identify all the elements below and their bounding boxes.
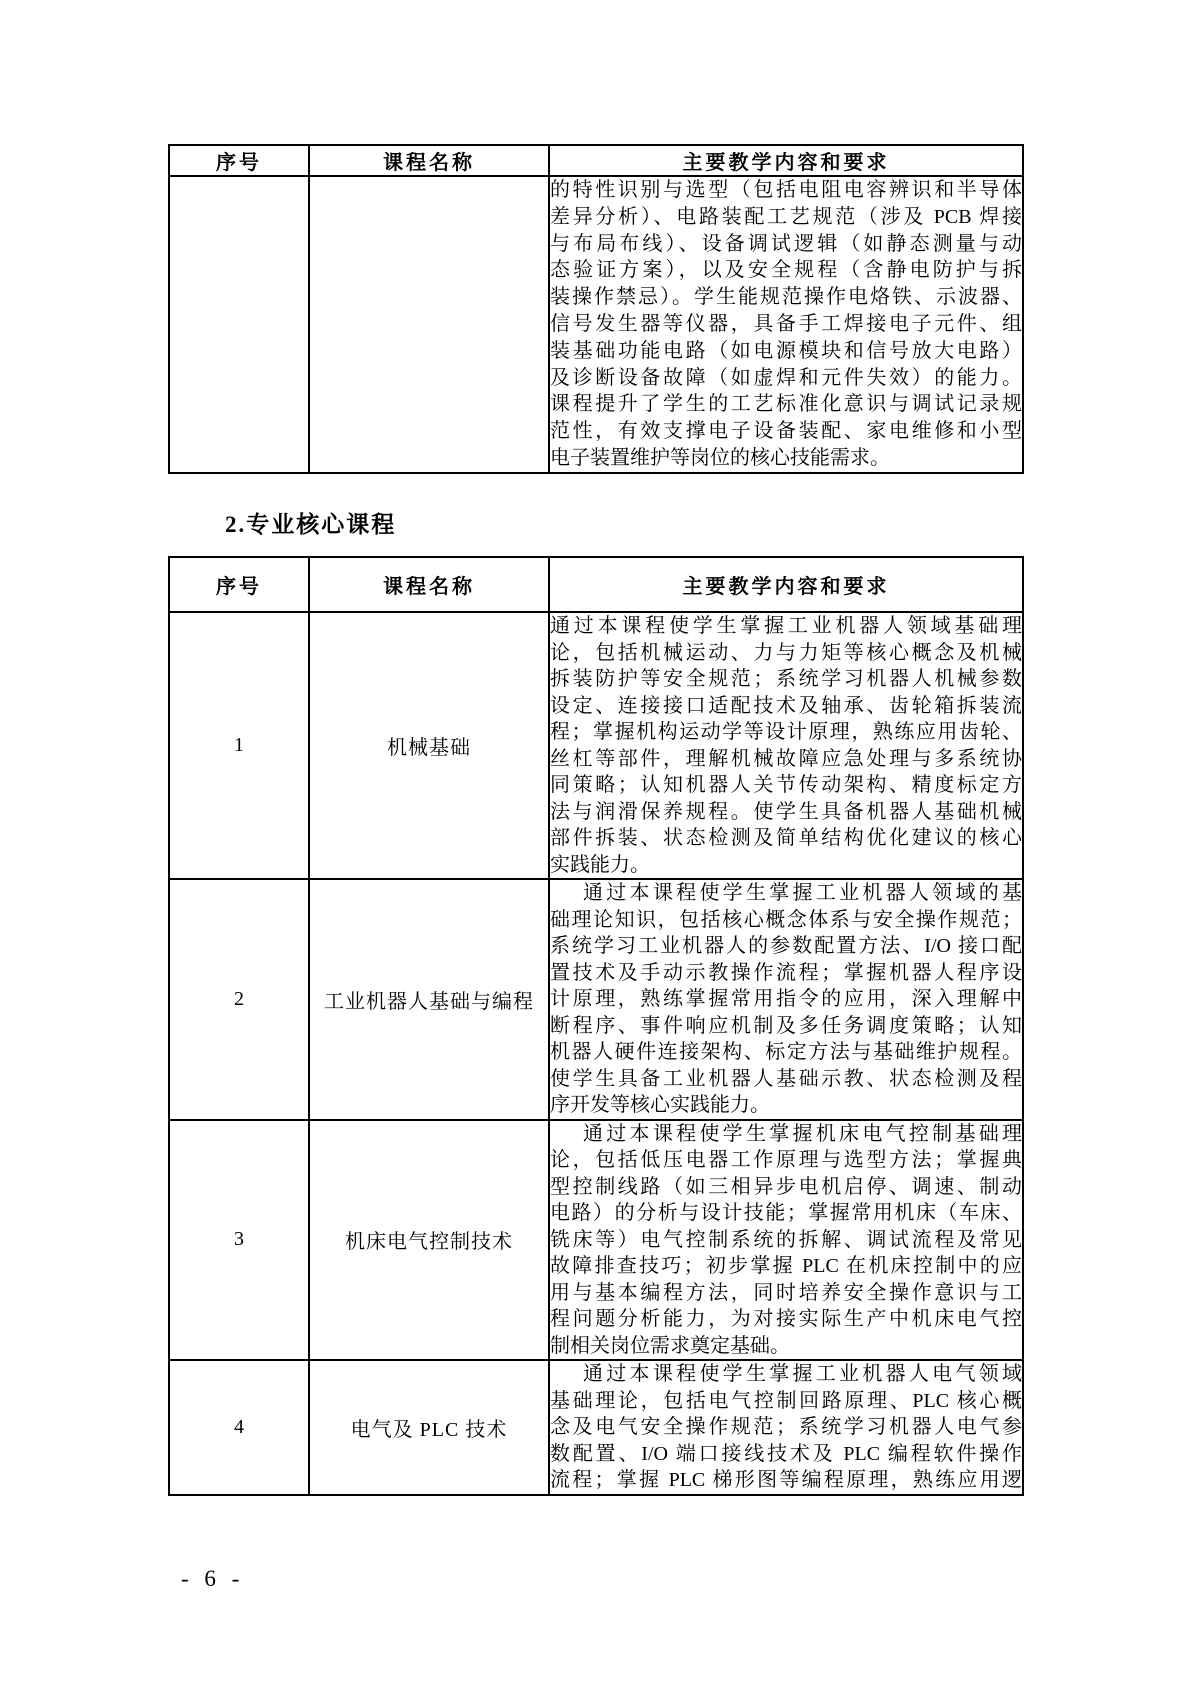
text-line: 程问题分析能力，为对接实际生产中机床电气控 <box>550 1308 1022 1330</box>
text-line: 范性，有效支撑电子设备装配、家电维修和小型 <box>550 420 1022 443</box>
header-course-name: 课程名称 <box>309 557 549 612</box>
text-line: 型控制线路（如三相异步电机启停、调速、制动 <box>550 1175 1022 1198</box>
text-line: 制相关岗位需求奠定基础。 <box>550 1334 790 1357</box>
text-line: 差异分析）、电路装配工艺规范（涉及 PCB 焊接 <box>550 205 1022 228</box>
table-header-row <box>169 557 1023 612</box>
text-line: 用与基本编程方法，同时培养安全操作意识与工 <box>550 1281 1022 1304</box>
text-line: 机器人硬件连接架构、标定方法与基础维护规程。 <box>550 1041 1022 1063</box>
text-line: 部件拆装、状态检测及简单结构优化建议的核心 <box>550 827 1022 849</box>
header-main-content: 主要教学内容和要求 <box>549 145 1023 176</box>
text-line: 数配置、I/O 端口接线技术及 PLC 编程软件操作 <box>550 1442 1022 1465</box>
text-line: 断程序、事件响应机制及多任务调度策略；认知 <box>550 1014 1022 1037</box>
text-line: 信号发生器等仪器，具备手工焊接电子元件、组 <box>550 312 1022 335</box>
header-course-name: 课程名称 <box>309 145 549 176</box>
text-line: 态验证方案），以及安全规程（含静电防护与拆 <box>550 259 1022 282</box>
row-seq-number: 1 <box>169 612 309 879</box>
text-line: 丝杠等部件，理解机械故障应急处理与多系统协 <box>550 747 1022 770</box>
table-header-row <box>169 145 1023 176</box>
table2-body <box>169 612 1023 1495</box>
table-row <box>169 879 1023 1120</box>
text-line: 装操作禁忌）。学生能规范操作电烙铁、示波器、 <box>550 286 1022 309</box>
text-line: 通过本课程使学生掌握工业机器人领域基础理 <box>550 615 1022 637</box>
course-name: 机床电气控制技术 <box>309 1120 549 1361</box>
course-name <box>309 176 549 473</box>
course-name: 工业机器人基础与编程 <box>309 879 549 1120</box>
row-seq-number <box>169 176 309 473</box>
text-line: 通过本课程使学生掌握工业机器人领域的基 <box>583 882 1022 904</box>
table-row <box>169 1360 1023 1495</box>
row-seq-number: 3 <box>169 1120 309 1361</box>
course-name: 机械基础 <box>309 612 549 879</box>
text-line: 论，包括低压电器工作原理与选型方法；掌握典 <box>550 1149 1022 1171</box>
header-seq: 序号 <box>169 145 309 176</box>
text-line: 电子装置维护等岗位的核心技能需求。 <box>550 446 890 469</box>
header-seq: 序号 <box>169 557 309 612</box>
text-line: 基础理论，包括电气控制回路原理、PLC 核心概 <box>550 1389 1022 1412</box>
text-line: 设定、连接接口适配技术及轴承、齿轮箱拆装流 <box>550 694 1022 717</box>
text-line: 计原理，熟练掌握常用指令的应用，深入理解中 <box>550 988 1022 1010</box>
course-description <box>549 1360 1023 1495</box>
text-line: 通过本课程使学生掌握工业机器人电气领域 <box>583 1363 1022 1385</box>
text-line: 序开发等核心实践能力。 <box>550 1094 770 1116</box>
course-description <box>549 612 1023 879</box>
text-line: 拆装防护等安全规范；系统学习机器人机械参数 <box>550 668 1022 690</box>
table1-body <box>169 176 1023 473</box>
section-heading: 2.专业核心课程 <box>225 512 397 537</box>
text-line: 的特性识别与选型（包括电阻电容辨识和半导体 <box>550 179 1022 201</box>
text-line: 使学生具备工业机器人基础示教、状态检测及程 <box>550 1067 1022 1090</box>
course-description <box>549 1120 1023 1361</box>
course-description <box>549 176 1023 473</box>
text-line: 流程；掌握 PLC 梯形图等编程原理，熟练应用逻 <box>550 1469 1022 1491</box>
text-line: 论，包括机械运动、力与力矩等核心概念及机械 <box>550 641 1022 664</box>
text-line: 法与润滑保养规程。使学生具备机器人基础机械 <box>550 800 1022 823</box>
text-line: 同策略；认知机器人关节传动架构、精度标定方 <box>550 774 1022 796</box>
course-name: 电气及 PLC 技术 <box>309 1360 549 1495</box>
text-line: 念及电气安全操作规范；系统学习机器人电气参 <box>550 1416 1022 1438</box>
course-description <box>549 879 1023 1120</box>
core-course-table <box>168 556 1024 1496</box>
text-line: 装基础功能电路（如电源模块和信号放大电路） <box>550 339 1022 362</box>
text-line: 通过本课程使学生掌握机床电气控制基础理 <box>583 1122 1022 1145</box>
course-table-continuation <box>168 144 1024 474</box>
text-line: 与布局布线）、设备调试逻辑（如静态测量与动 <box>550 232 1022 255</box>
text-line: 故障排查技巧；初步掌握 PLC 在机床控制中的应 <box>550 1255 1022 1277</box>
table-row <box>169 612 1023 879</box>
text-line: 铣床等）电气控制系统的拆解、调试流程及常见 <box>550 1228 1022 1251</box>
text-line: 程；掌握机构运动学等设计原理，熟练应用齿轮、 <box>550 721 1022 743</box>
text-line: 电路）的分析与设计技能；掌握常用机床（车床、 <box>550 1202 1022 1224</box>
text-line: 实践能力。 <box>550 853 650 876</box>
row-seq-number: 2 <box>169 879 309 1120</box>
page-number: - 6 - <box>181 1566 245 1591</box>
text-line: 置技术及手动示教操作流程；掌握机器人程序设 <box>550 961 1022 984</box>
text-line: 系统学习工业机器人的参数配置方法、I/O 接口配 <box>550 935 1022 957</box>
text-line: 础理论知识，包括核心概念体系与安全操作规范； <box>550 908 1022 931</box>
text-line: 及诊断设备故障（如虚焊和元件失效）的能力。 <box>550 366 1022 389</box>
row-seq-number: 4 <box>169 1360 309 1495</box>
table-row <box>169 176 1023 473</box>
table-row <box>169 1120 1023 1361</box>
text-line: 课程提升了学生的工艺标准化意识与调试记录规 <box>550 393 1022 416</box>
header-main-content: 主要教学内容和要求 <box>549 557 1023 612</box>
